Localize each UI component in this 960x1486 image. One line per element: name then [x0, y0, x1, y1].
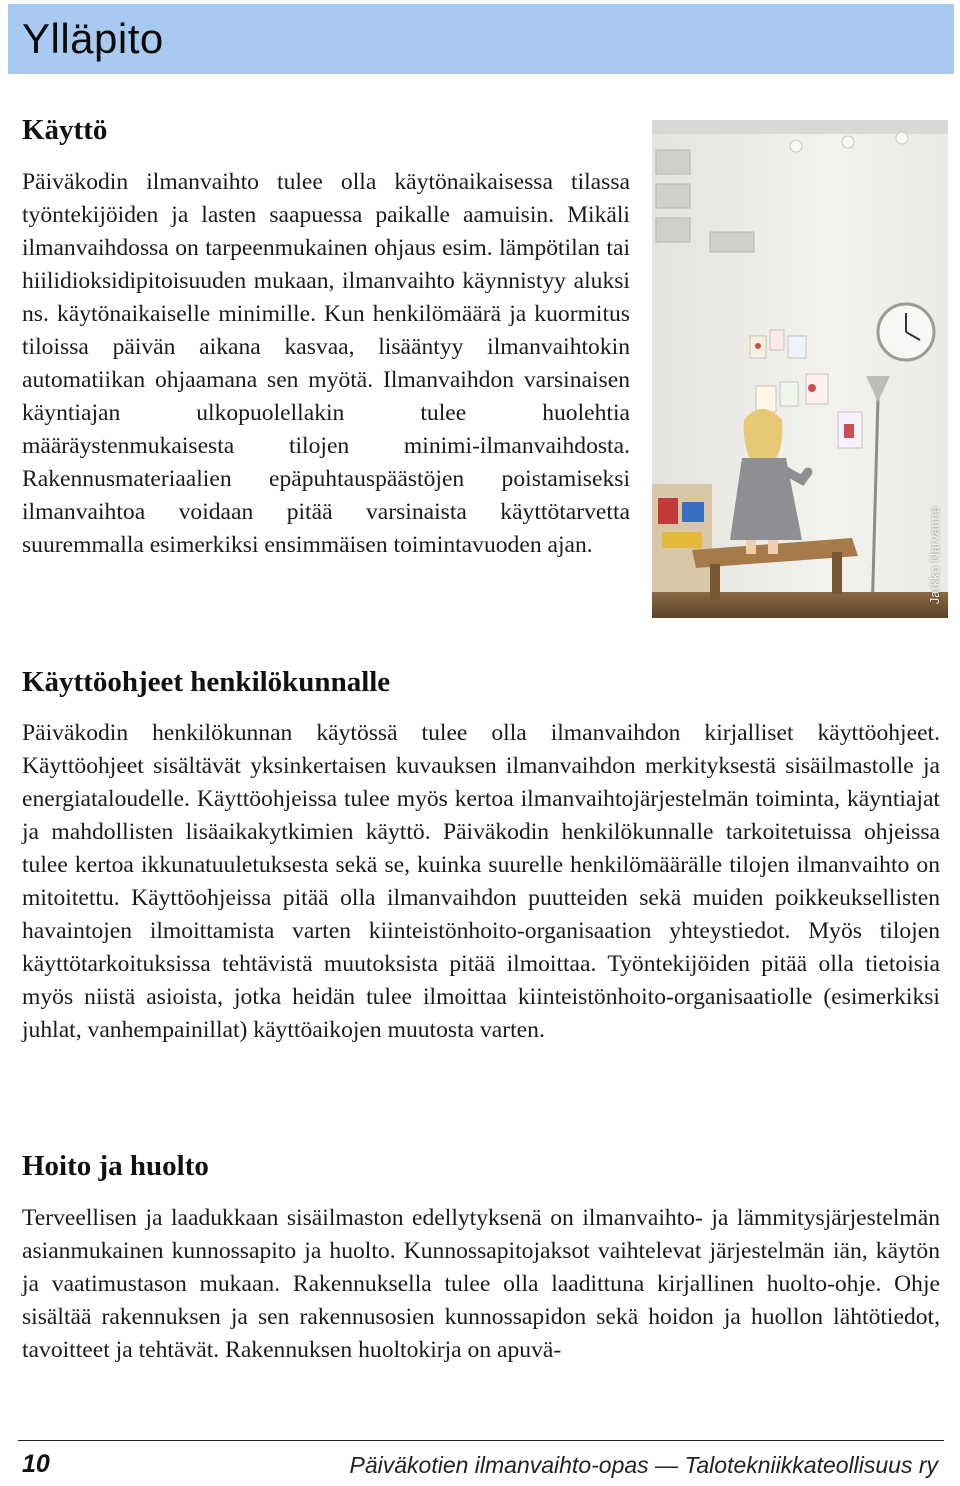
footer-divider	[18, 1440, 944, 1441]
section-body-kayttoohjeet: Päiväkodin henkilökunnan käytössä tulee olla ilmanvaihdon kirjalliset käyttöohjeet. Käyttöohjeet sisältävät yksinkertaisen kuvauksen ilmanvaihdon merkityksestä sisäilmastolle ja energiataloudelle. Käyttöohjeissa tulee myös kertoa ilmanvaihtojärjestelmän toiminta, käyntiajat ja mahdollisten lisäaikakytkimien käyttö. Päiväkodin henkilökunnalle tarkoitetuissa ohjeissa tulee kertoa ikkunatuuletuksesta sekä se, kuinka suurelle henkilömäärälle tilojen ilmanvaihto on mitoitettu. Käyttöohjeissa pitää olla ilmanvaihdon puutteiden sekä muiden poikkeuksellisten havaintojen ilmoittamista varten kiinteistönhoito-organisaation yhteystiedot. Myös tilojen käyttötarkoituksissa tehtävistä muutoksista pitää ilmoittaa. Työntekijöiden pitää olla tietoisia myös niistä asioista, jotka heidän tulee ilmoittaa kiinteistönhoito-organisaatiolle (esimerkiksi juhlat, vanhempainillat) käyttöaikojen muutosta varten.	[22, 720, 940, 1043]
running-footer-title: Päiväkotien ilmanvaihto-opas — Talotekniikkateollisuus ry	[349, 1452, 938, 1478]
illustration-photo	[652, 120, 948, 618]
section-heading-hoito: Hoito ja huolto	[22, 1150, 209, 1182]
section-body-hoito: Terveellisen ja laadukkaan sisäilmaston edellytyksenä on ilmanvaihto- ja lämmitysjärjestelmän asianmukainen kunnossapito ja huolto. Kunnossapitojaksot vaihtelevat järjestelmän iän, käytön ja vaatimustason mukaan. Rakennuksella tulee olla laadittuna kirjallinen huolto-ohje. Ohje sisältää rakennuksen ja sen rakennusosien kunnossapidon sekä hoidon ja huollon lähtötiedot, tavoitteet ja tehtävät. Rakennuksen huoltokirja on apuvä-	[22, 1205, 940, 1363]
chapter-title: Ylläpito	[22, 15, 164, 62]
section-heading-kayttoohjeet: Käyttöohjeet henkilökunnalle	[22, 666, 391, 698]
chapter-banner	[8, 4, 954, 74]
photo-child-at-wall-illustration	[652, 120, 948, 618]
section-body-kaytto: Päiväkodin ilmanvaihto tulee olla käytönaikaisessa tilassa työntekijöiden ja lasten saapuessa paikalle aamuisin. Mikäli ilmanvaihdossa on tarpeenmukainen ohjaus esim. lämpötilan tai hiilidioksidipitoisuuden mukaan, ilmanvaihto käynnistyy aluksi ns. käytönaikaiselle minimille. Kun henkilömäärä ja kuormitus tiloissa päivän aikana kasvaa, lisääntyy ilmanvaihtokin automatiikan ohjaamana sen myötä. Ilmanvaihdon varsinaisen käyntiajan ulkopuolellakin tulee huolehtia määräystenmukaisesta tilojen minimi-ilmanvaihdosta. Rakennusmateriaalien epäpuhtauspäästöjen poistamiseksi ilmanvaihtoa voidaan pitää varsinaista käyttötarvetta suuremmalla esimerkiksi ensimmäisen toimintavuoden ajan.	[22, 169, 630, 558]
photo-credit: Jarkko Narvanne	[927, 505, 942, 604]
page-number: 10	[22, 1450, 50, 1478]
section-heading-kaytto: Käyttö	[22, 114, 108, 146]
